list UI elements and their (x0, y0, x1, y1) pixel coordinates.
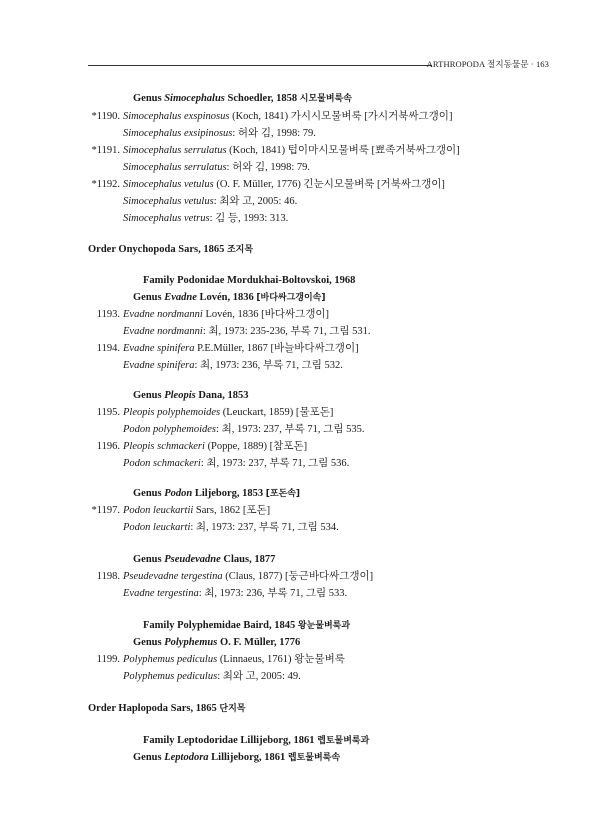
genus-heading-polyphemus: Genus Polyphemus O. F. Müller, 1776 (133, 637, 301, 648)
synonym-entry: Podon leuckarti: 최, 1973: 237, 부록 71, 그림 534. (123, 522, 339, 533)
header-rule (88, 65, 432, 66)
synonym-entry: Podon schmackeri: 최, 1973: 237, 부록 71, 그림 536. (123, 458, 350, 469)
synonym-entry: Simocephalus serrulatus: 허와 김, 1998: 79. (123, 162, 311, 173)
order-heading-haplopoda: Order Haplopoda Sars, 1865 단지목 (88, 703, 246, 714)
family-heading-podonidae: Family Podonidae Mordukhai-Boltovskoi, 1968 (143, 275, 356, 286)
synonym-entry: Evadne tergestina: 최, 1973: 236, 부록 71, 그림 533. (123, 588, 348, 599)
genus-heading-simocephalus: Genus Simocephalus Schoedler, 1858 시모물벼룩속 (133, 93, 352, 104)
synonym-entry: Simocephalus vetulus: 최와 고, 2005: 46. (123, 196, 298, 207)
synonym-entry: Polyphemus pediculus: 최와 고, 2005: 49. (123, 671, 301, 682)
order-heading-onychopoda: Order Onychopoda Sars, 1865 조지목 (88, 244, 254, 255)
genus-heading-pseudevadne: Genus Pseudevadne Claus, 1877 (133, 554, 276, 565)
genus-heading-leptodora: Genus Leptodora Lillijeborg, 1861 렙토물벼룩속 (133, 752, 341, 763)
synonym-entry: Simocephalus exsipinosus: 허와 김, 1998: 79. (123, 128, 316, 139)
document-page: ARTHROPODA 절지동물문 · 163 Genus Simocephalus Schoedler, 1858 시모물벼룩속 *1190. Simocephalus exspinosus (Koch, 1841) 가시시모물벼룩 [가시거북싸그갱이] Simocephalus exsipinosus: 허와 김, 1998: 79. *1191. Simocephalus serrulatus (Koch, 1841) 텁이마시모물벼룩 [뾰족거북싸그갱이] Simocephalus serrulatus: 허와 김, 1998: 79. *1192. Simocephalus vetulus (O. F. Müller, 1776) 긴눈시모물벼룩 [거북싸그갱이] Simocephalus vetulus: 최와 고, 2005: 46. Simocephalus vetrus: 김 등, 1993: 313. Order Onychopoda Sars, 1865 조지목 Family Podonidae Mordukhai-Boltovskoi, 1968 Genus Evadne Lovén, 1836 [바다싸그갱이속] 1193. Evadne nordmanni Lovén, 1836 [바다싸그갱이] Evadne nordmanni: 최, 1973: 235-236, 부록 71, 그림 531. 1194. Evadne spinifera P.E.Müller, 1867 [바늘바다싸그갱이] Evadne spinifera: 최, 1973: 236, 부록 71, 그림 532. Genus Pleopis Dana, 1853 1195. Pleopis polyphemoides (Leuckart, 1859) [물포돈] Podon polyphemoides: 최, 1973: 237, 부록 71, 그림 535. 1196. Pleopis schmackeri (Poppe, 1889) [참포돈] Podon schmackeri: 최, 1973: 237, 부록 71, 그림 536. Genus Podon Liljeborg, 1853 [포돈속] *1197. Podon leuckartii Sars, 1862 [포돈] Podon leuckarti: 최, 1973: 237, 부록 71, 그림 534. Genus Pseudevadne Claus, 1877 1198. Pseudevadne tergestina (Claus, 1877) [둥근바다싸그갱이] Evadne tergestina: 최, 1973: 236, 부록 71, 그림 533. Family Polyphemidae Baird, 1845 왕눈물벼룩과 Genus Polyphemus O. F. Müller, 1776 1199. Polyphemus pediculus (Linnaeus, 1761) 왕눈물벼룩 Polyphemus pediculus: 최와 고, 2005: 49. Order Haplopoda Sars, 1865 단지목 Family Leptodoridae Lillijeborg, 1861 렙토물벼룩과 Genus Leptodora Lillijeborg, 1861 렙토물벼룩속 (88, 59, 549, 763)
genus-heading-podon: Genus Podon Liljeborg, 1853 [포돈속] (133, 488, 301, 499)
genus-heading-evadne: Genus Evadne Lovén, 1836 [바다싸그갱이속] (133, 292, 326, 303)
running-head: ARTHROPODA 절지동물문 · 163 (426, 59, 549, 69)
synonym-entry: Simocephalus vetrus: 김 등, 1993: 313. (123, 213, 289, 224)
synonym-entry: Evadne spinifera: 최, 1973: 236, 부록 71, 그림 532. (123, 360, 343, 371)
synonym-entry: Podon polyphemoides: 최, 1973: 237, 부록 71, 그림 535. (123, 424, 365, 435)
family-heading-leptodoridae: Family Leptodoridae Lillijeborg, 1861 렙토물벼룩과 (143, 735, 370, 746)
genus-heading-pleopis: Genus Pleopis Dana, 1853 (133, 390, 249, 401)
family-heading-polyphemidae: Family Polyphemidae Baird, 1845 왕눈물벼룩과 (143, 620, 351, 631)
synonym-entry: Evadne nordmanni: 최, 1973: 235-236, 부록 71, 그림 531. (123, 326, 371, 337)
